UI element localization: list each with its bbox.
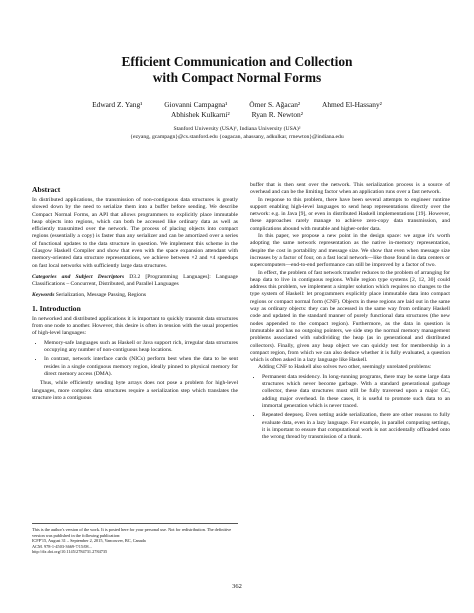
- intro-bullet-list: [32, 340, 238, 378]
- keywords: [32, 292, 238, 299]
- intro-paragraph-2: Thus, while efficiently sending byte arrays does not pose a problem for high-level languages, more complex data structures require a serialization step which translates the structure into a contiguous: [32, 380, 238, 401]
- title-line-2: with Compact Normal Forms: [152, 70, 322, 85]
- list-item: • Repeated deepseq. Even setting aside serialization, there are other reasons to fully evaluate data, even in a lazy language. For example, in parallel computing settings, it is important to ensure that computational work is not accidentally offloaded onto the wrong thread by transmission of a thunk.: [262, 412, 450, 441]
- affiliations: [20, 126, 454, 141]
- authors-row-2: [20, 110, 454, 120]
- body-paragraph: In response to this problem, there have been several attempts to engineer runtime support enabling high-level languages to send heap representations directly over the network: e.g. in Java [9], or even in distributed Haskell implementations [19]. However, these approaches rarely manage to achieve zero-copy data transmission, and complications abound with mutable and higher-order data.: [250, 196, 450, 232]
- author-block: [20, 100, 454, 120]
- footnote-line: ACM. 978-1-4503-3669-7/15/08...: [32, 543, 92, 549]
- categories-heading: Categories and Subject Descriptors: [32, 273, 125, 280]
- author: Ömer S. Ağacan²: [249, 100, 301, 109]
- abstract-text: In distributed applications, the transmission of non-contiguous data structures is greatly slowed down by the need to serialize them into a buffer before sending. We describe Compact Normal Forms, an API that allows programmers to explicitly place immutable heap objects into regions, which can both be accessed like ordinary data as well as efficiently transmitted over the network. The process of placing objects into compact regions (essentially a copy) is faster than any serializer and can be amortized over a series of functional updates to the data structure in question. We implement this scheme in the Glasgow Haskell Compiler and show that even with the space expansion attendant with memory-oriented data structure representations, we achieve between ×2 and ×4 speedups on fast local networks with sufficiently large data structures.: [32, 197, 238, 269]
- list-item: • In contrast, network interface cards (NICs) perform best when the data to be sent resides in a single contiguous memory region, ideally pinned to physical memory for direct memory access (DMA).: [44, 356, 238, 378]
- footnote-line: ICFP'15, August 31 – September 2, 2015, Vancouver, BC, Canada: [32, 538, 146, 544]
- author: Ahmed El-Hassany²: [321, 100, 382, 109]
- categories-text: D3.2 [Programming Languages]: Language Classifications – Concurrent, Distributed, and Parallel Languages: [32, 273, 238, 288]
- author: Giovanni Campagna¹: [164, 100, 228, 109]
- page-number: 362: [232, 583, 242, 590]
- authors-row-1: [20, 100, 454, 110]
- footnote: [32, 523, 238, 555]
- intro-heading: 1. Introduction: [32, 303, 81, 313]
- body-paragraph: buffer that is then sent over the network. This serialization process is a source of overhead and can be the limiting factor when an application runs over a fast network.: [250, 182, 450, 196]
- footnote-line: http://dx.doi.org/10.1145/2784731.2784735: [32, 549, 108, 555]
- footnote-line: This is the author's version of the work. It is posted here for your personal use. Not for redistribution. The definitive version was published in the following publication:: [32, 527, 232, 538]
- author: Edward Z. Yang¹: [92, 100, 143, 109]
- body-paragraph: In this paper, we propose a new point in the design space: we argue it's worth adopting the same network representation as the native in-memory representation, despite the cost in portability and message size. We show that even when message size increases by a factor of four, on a fast local network—like those found in data centers or supercomputers—end-to-end performance can still be improved by a factor of two.: [250, 233, 450, 269]
- list-item: • Permanent data residency. In long-running programs, there may be some large data structures which never become garbage. With a standard generational garbage collector, these data structures must still be fully traversed upon a major GC, adding major overhead. In these cases, it is useful to promote such data to an immortal generation which is never traced.: [262, 374, 450, 410]
- body-paragraph: In effect, the problem of fast network transfer reduces to the problem of arranging for heap data to live in contiguous regions. While region type systems [2, 12, 30] could address this problem, we implement a simpler solution which requires no changes to the type system of Haskell: let programmers explicitly place immutable data into compact regions or compact normal form (CNF). Objects in these regions are laid out in the same way as ordinary objects: they can be accessed in the same way from ordinary Haskell code and updated in the standard manner of purely functional data structures (the new nodes appended to the compact region). Furthermore, as the data in question is immutable and has no outgoing pointers, we side step the normal memory management problems associated with subdividing the heap (as in generational and distributed collectors). Finally, given any heap object we can quickly test for membership in a compact region, from which we can also deduce whether it is fully evaluated, a question which is often asked in a lazy language like Haskell.: [250, 269, 450, 364]
- intro-paragraph-1: In networked and distributed applications it is important to quickly transmit data structures from one node to another. However, this desire is often in tension with the usual properties of high-level languages:: [32, 315, 238, 337]
- author: Abhishek Kulkarni²: [171, 110, 230, 119]
- abstract-heading: Abstract: [32, 185, 61, 194]
- keywords-heading: Keywords: [32, 291, 55, 298]
- body-paragraph: Adding CNF to Haskell also solves two other, seemingly unrelated problems:: [258, 364, 432, 371]
- paper-title: [20, 54, 454, 86]
- email-line: {ezyang, gcampagn}@cs.stanford.edu {oagacan, ahassany, adkulkar, rrnewton}@indiana.edu: [130, 133, 344, 140]
- title-line-1: Efficient Communication and Collection: [121, 54, 353, 69]
- keywords-text: Serialization, Message Passing, Regions: [55, 291, 147, 298]
- right-bullet-list: [250, 374, 450, 442]
- list-item: • Memory-safe languages such as Haskell or Java support rich, irregular data structures occupying any number of non-contiguous heap locations.: [44, 340, 238, 355]
- affiliation-line: Stanford University (USA)¹, Indiana University (USA)²: [173, 126, 301, 132]
- categories: [32, 274, 238, 289]
- left-column: [32, 182, 238, 402]
- right-column: [250, 182, 450, 443]
- author: Ryan R. Newton²: [251, 110, 303, 119]
